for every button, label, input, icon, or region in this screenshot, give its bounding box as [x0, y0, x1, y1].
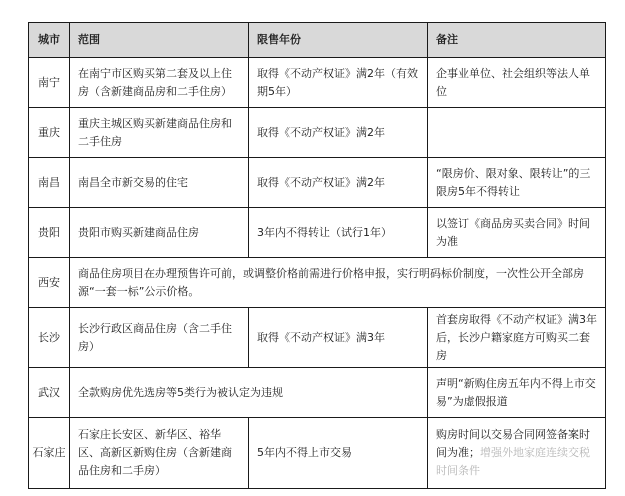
header-city: 城市: [29, 23, 70, 58]
notes-faded-text: 增强外地家庭连续交税时间条件: [436, 446, 590, 477]
scope-cell: 贵阳市购买新建商品住房: [70, 208, 249, 258]
table-row: [29, 208, 606, 258]
years-cell: 3年内不得转让（试行1年）: [249, 208, 428, 258]
city-cell: 长沙: [29, 308, 70, 368]
notes-cell: 首套房取得《不动产权证》满3年后，长沙户籍家庭方可购买二套房: [428, 308, 606, 368]
merged-policy-cell: 全款购房优先选房等5类行为被认定为违规: [70, 368, 428, 418]
scope-cell: 长沙行政区商品住房（含二手住房）: [70, 308, 249, 368]
table-row: [29, 108, 606, 158]
notes-cell: [428, 418, 606, 489]
city-cell: 西安: [29, 258, 70, 308]
header-notes: 备注: [428, 23, 606, 58]
notes-cell: 企事业单位、社会组织等法人单位: [428, 58, 606, 108]
scope-cell: 石家庄长安区、新华区、裕华区、高新区新购住房（含新建商品住房和二手房）: [70, 418, 249, 489]
table-row: [29, 258, 606, 308]
notes-cell: [428, 108, 606, 158]
notes-main-text: 购房时间以交易合同网签备案时间为准；: [436, 428, 590, 459]
city-cell: 南昌: [29, 158, 70, 208]
city-cell: 重庆: [29, 108, 70, 158]
city-cell: 石家庄: [29, 418, 70, 489]
city-cell: 南宁: [29, 58, 70, 108]
merged-policy-cell: 商品住房项目在办理预售许可前，或调整价格前需进行价格申报，实行明码标价制度，一次性公开全部房源“一套一标”公示价格。: [70, 258, 606, 308]
years-cell: 5年内不得上市交易: [249, 418, 428, 489]
table-row: [29, 158, 606, 208]
table-row: [29, 368, 606, 418]
years-cell: 取得《不动产权证》满3年: [249, 308, 428, 368]
table-row: [29, 308, 606, 368]
header-scope: 范围: [70, 23, 249, 58]
years-cell: 取得《不动产权证》满2年: [249, 108, 428, 158]
housing-resale-restriction-table: [28, 22, 606, 489]
notes-cell: “限房价、限对象、限转让”的三限房5年不得转让: [428, 158, 606, 208]
years-cell: 取得《不动产权证》满2年（有效期5年）: [249, 58, 428, 108]
years-cell: 取得《不动产权证》满2年: [249, 158, 428, 208]
city-cell: 贵阳: [29, 208, 70, 258]
table-row: [29, 418, 606, 489]
scope-cell: 重庆主城区购买新建商品住房和二手住房: [70, 108, 249, 158]
city-cell: 武汉: [29, 368, 70, 418]
table-row: [29, 58, 606, 108]
scope-cell: 南昌全市新交易的住宅: [70, 158, 249, 208]
notes-cell: 声明“新购住房五年内不得上市交易”为虚假报道: [428, 368, 606, 418]
table-header-row: [29, 23, 606, 58]
notes-cell: 以签订《商品房买卖合同》时间为准: [428, 208, 606, 258]
header-years: 限售年份: [249, 23, 428, 58]
scope-cell: 在南宁市区购买第二套及以上住房（含新建商品房和二手住房）: [70, 58, 249, 108]
